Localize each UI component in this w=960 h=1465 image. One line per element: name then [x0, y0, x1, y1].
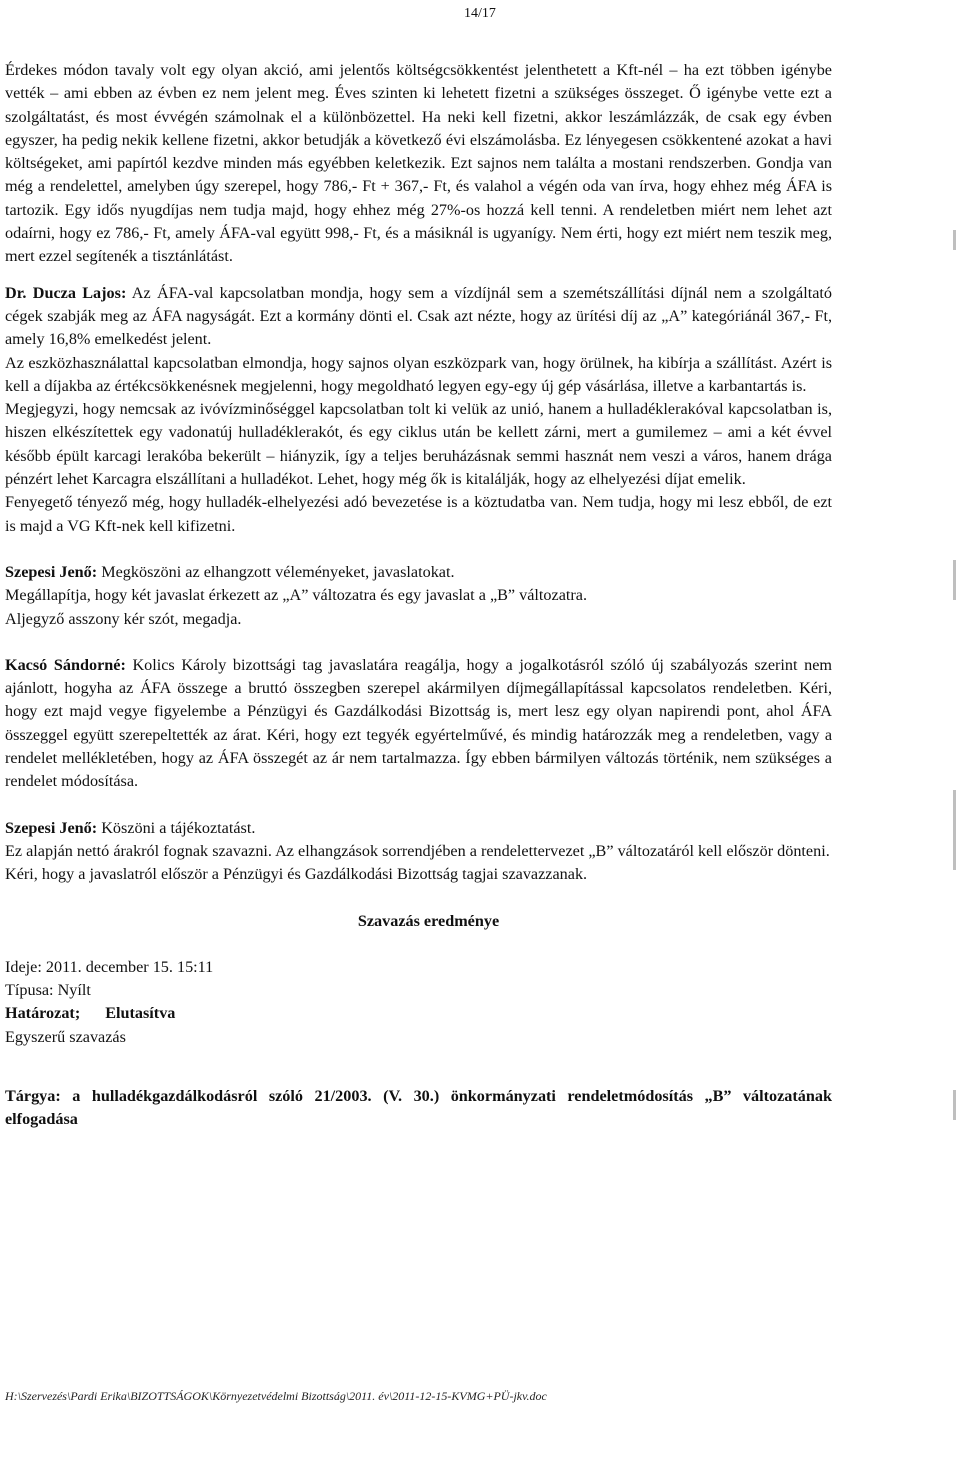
speaker-name: Szepesi Jenő:	[5, 818, 98, 837]
speaker-text: Megköszöni az elhangzott véleményeket, javaslatokat.	[97, 562, 455, 581]
speaker-text: Az ÁFA-val kapcsolatban mondja, hogy sem a vízdíjnál sem a szemétszállítási díjnál nem a szolgáltató cégek szabják meg az ÁFA nagyságát. Ezt a kormány dönti el. Csak azt nézte, hogy az ürítési díj az „A” kategóriánál 367,- Ft, amely 16,8% emelkedést jelent.	[5, 283, 832, 349]
paragraph-landfill: Megjegyzi, hogy nemcsak az ivóvízminőséggel kapcsolatban tolt ki velük az unió, hanem a hulladéklerakóval kapcsolatban is, hiszen elkészítettek egy vadonatúj hulladéklerakót, és egy ciklus után be kellett zárni, mert a gumilemez – ami a két évvel később épült karcagi lerakóba bekerült – hiányzik, így a teljes beruházásnak semmi hasznát nem veszi a város, hanem drága pénzért lehet Karcagra elszállítani a hulladékot. Lehet, hogy még ők is kitalálják, hogy az elhelyezési díjat emelik.	[5, 400, 832, 489]
paragraph-kacso	[5, 654, 832, 794]
footer-file-path: H:\Szervezés\Pardi Erika\BIZOTTSÁGOK\Környezetvédelmi Bizottság\2011. év\2011-12-15-KVMG+PÜ-jkv.doc	[5, 1389, 547, 1403]
margin-mark	[953, 560, 956, 600]
speaker-name: Kacsó Sándorné:	[5, 655, 126, 674]
decision-value: Elutasítva	[105, 1004, 176, 1023]
paragraph-szepesi-1	[5, 561, 832, 584]
document-body	[5, 59, 832, 1132]
margin-mark	[953, 1090, 956, 1120]
speaker-name: Dr. Ducza Lajos:	[5, 283, 127, 302]
vote-method: Egyszerű szavazás	[5, 1027, 126, 1046]
paragraph-vote-request: Kéri, hogy a javaslatról először a Pénzügyi és Gazdálkodási Bizottság tagjai szavazzanak.	[5, 865, 588, 884]
decision-label: Határozat;	[5, 1004, 81, 1023]
paragraph-proposals: Megállapítja, hogy két javaslat érkezett az „A” változatra és egy javaslat a „B” változatra.	[5, 586, 588, 605]
vote-type: Típusa: Nyílt	[5, 981, 91, 1000]
paragraph-net-prices: Ez alapján nettó árakról fognak szavazni. Az elhangzások sorrendjében a rendelettervezet „B” változatáról kell először dönteni.	[5, 841, 830, 860]
paragraph-tax: Fenyegető tényező még, hogy hulladék-elhelyezési adó bevezetése is a köztudatba van. Nem tudja, hogy mi lesz ebből, de ezt is majd a VG Kft-nek kell kifizetni.	[5, 493, 832, 535]
page-number: 14/17	[464, 6, 496, 21]
speaker-text: Kolics Károly bizottsági tag javaslatára reagálja, hogy a jogalkotásról szóló új szabályozás szerint nem ajánlott, hogyha az ÁFA összege a bruttó összegben szerepel akármilyen díjmegállapítással kapcsolatos rendeletben. Kéri, hogy ezt majd vegye figyelembe a Pénzügyi és Gazdálkodási Bizottság is, mert lesz egy olyan napirendi pont, ahol ÁFA összeggel együtt szerepeltették az árat. Kéri, hogy ezt tegyék egyértelművé, és mindig határozzák meg a rendeletben, vagy a rendelet mellékletében, hogy az ÁFA összegét az ár nem tartalmazza. Így ebben bármilyen változás történik, nem szükséges a rendelet módosítása.	[5, 655, 832, 791]
speaker-text: Köszöni a tájékoztatást.	[97, 818, 256, 837]
paragraph-intro: Érdekes módon tavaly volt egy olyan akció, ami jelentős költségcsökkentést jelenthetett a Kft-nél – ha ezt többen igénybe vették – ami ebben az évben ez nem jelent meg. Éves szinten ki lehetett fizetni a szükséges összeget. Ő igénybe vette ezt a szolgáltatást, és most évvégén számolnak el a különbözettel. Ha neki kell fizetni, akkor leszámlázzák, de csak egy évben egyszer, ha pedig nekik kellene fizetni, akkor betudják a következő évi elszámolásba. Ez lényegesen csökkentené azokat a havi költségeket, ami papírtól kezdve minden más egyébben keletkezik. Ezt sajnos nem találta a mostani rendszerben. Gondja van még a rendelettel, amelyben úgy szerepel, hogy 786,- Ft + 367,- Ft, és valahol a végén oda van írva, hogy ehhez még ÁFA is tartozik. Egy idős nyugdíjas nem tudja majd, hogy ehhez még 27%-os hozzá kell tenni. A rendeletben miért nem lehet azt odaírni, hogy ez 786,- Ft, amely ÁFA-val együtt 998,- Ft, és a másiknál is ugyanígy. Nem érti, hogy ezt miért nem teszik meg, mert ezzel segítenék a tisztánlátást.	[5, 61, 832, 266]
speaker-name: Szepesi Jenő:	[5, 562, 98, 581]
vote-decision	[5, 1002, 832, 1025]
paragraph-floor: Aljegyző asszony kér szót, megadja.	[5, 609, 242, 628]
vote-date: Ideje: 2011. december 15. 15:11	[5, 957, 214, 976]
vote-subject: Tárgya: a hulladékgazdálkodásról szóló 21/2003. (V. 30.) önkormányzati rendeletmódosítás „B” változatának elfogadása	[5, 1086, 832, 1129]
margin-mark	[953, 790, 956, 870]
paragraph-szepesi-2	[5, 817, 832, 840]
paragraph-equipment: Az eszközhasználattal kapcsolatban elmondja, hogy sajnos olyan eszközpark van, hogy örülnek, ha kibírja a szállítást. Azért is kell a díjakba az értékcsökkenésnek megjelenni, hogy megoldható legyen egy-egy új gép vásárlása, illetve a karbantartás is.	[5, 353, 832, 395]
margin-mark	[953, 230, 956, 250]
vote-heading: Szavazás eredménye	[357, 911, 500, 930]
paragraph-ducza	[5, 282, 832, 352]
